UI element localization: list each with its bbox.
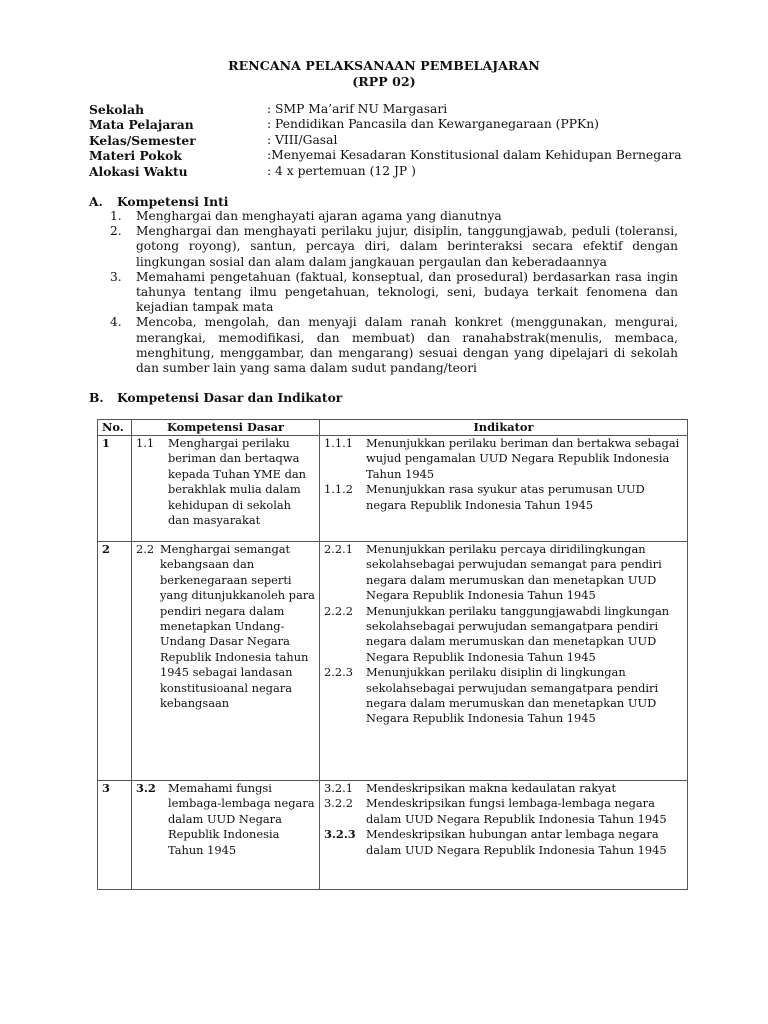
meta-row-kelas-semester [89, 133, 709, 148]
indicator-text: Menunjukkan rasa syukur atas perumusan UUD negara Republik Indonesia Tahun 1945 [366, 482, 645, 512]
kd-entry [136, 436, 315, 528]
meta-key: Kelas/Semester [89, 132, 196, 148]
list-text: Mencoba, mengolah, dan menyaji dalam ranah konkret (menggunakan, mengurai, merangkai, memodifikasi, dan membuat) dan ranahabstrak(menulis, membaca, menghitung, menggambar, dan mengarang) sesuai dengan yang dipelajari di sekolah dan sumber lain yang sama dalam sudut pandang/teori [136, 315, 678, 376]
table-row [98, 781, 688, 890]
kd-cell [132, 542, 320, 781]
indicator-text: Mendeskripsikan hubungan antar lembaga negara dalam UUD Negara Republik Indonesia Tahun 1945 [366, 827, 667, 857]
section-a-heading [89, 194, 228, 209]
header-no: No. [98, 420, 132, 436]
indicator-item [324, 827, 683, 858]
list-text: Memahami pengetahuan (faktual, konseptual, dan prosedural) berdasarkan rasa ingin tahunya tentang ilmu pengetahuan, teknologi, seni, budaya terkait fenomena dan kejadian tampak mata [136, 269, 678, 315]
header-indikator: Indikator [320, 420, 688, 436]
meta-value: : 4 x pertemuan (12 JP ) [267, 163, 416, 178]
kompetensi-inti-list [110, 209, 678, 376]
indicator-code: 1.1.2 [324, 482, 353, 497]
indicator-code: 3.2.3 [324, 827, 356, 842]
list-text: Menghargai dan menghayati ajaran agama yang dianutnya [136, 209, 502, 223]
row-number: 2 [98, 542, 132, 781]
meta-value: : Pendidikan Pancasila dan Kewarganegaraan (PPKn) [267, 117, 599, 132]
meta-row-sekolah [89, 102, 709, 117]
indicator-item [324, 665, 683, 727]
kd-text: Memahami fungsi lembaga-lembaga negara dalam UUD Negara Republik Indonesia Tahun 1945 [168, 781, 315, 857]
row-number: 3 [98, 781, 132, 890]
list-number: 1. [110, 209, 122, 223]
indicator-text: Menunjukkan perilaku beriman dan bertakwa sebagai wujud pengamalan UUD Negara Republik Indonesia Tahun 1945 [366, 436, 680, 481]
indicator-item [324, 542, 683, 604]
meta-row-mata-pelajaran [89, 117, 709, 132]
indicator-text: Menunjukkan perilaku tanggungjawabdi lingkungan sekolahsebagai perwujudan semangatpara pendiri negara dalam merumuskan dan menetapkan UUD Negara Republik Indonesia Tahun 1945 [366, 603, 670, 664]
kd-entry [136, 781, 315, 858]
kd-cell [132, 781, 320, 890]
indicator-item [324, 781, 683, 796]
indicator-code: 2.2.3 [324, 665, 353, 680]
meta-value: : SMP Ma’arif NU Margasari [267, 102, 448, 116]
indicator-code: 3.2.2 [324, 796, 353, 811]
indicator-item [324, 482, 683, 513]
meta-key: Alokasi Waktu [89, 163, 188, 179]
kd-code: 1.1 [136, 436, 155, 450]
indicator-item [324, 796, 683, 827]
list-number: 3. [110, 269, 122, 284]
document-subtitle: (RPP 02) [352, 74, 416, 89]
meta-key: Sekolah [89, 102, 145, 117]
meta-key: Materi Pokok [89, 148, 182, 164]
list-number: 2. [110, 224, 122, 239]
section-letter: B. [89, 390, 104, 405]
kd-entry [136, 542, 315, 711]
list-item [110, 270, 678, 316]
section-title: Kompetensi Dasar dan Indikator [117, 390, 343, 405]
kd-cell [132, 436, 320, 542]
list-item [110, 315, 678, 376]
list-item [110, 224, 678, 270]
meta-row-alokasi-waktu [89, 164, 709, 179]
table-row [98, 542, 688, 781]
indicator-code: 2.2.2 [324, 603, 353, 618]
table-header-row [98, 420, 688, 436]
indicator-code: 1.1.1 [324, 436, 353, 450]
indicator-item [324, 604, 683, 666]
meta-value: :Menyemai Kesadaran Konstitusional dalam Kehidupan Bernegara [267, 148, 682, 163]
kd-code: 2.2 [136, 542, 155, 556]
indikator-cell [320, 542, 688, 781]
header-kompetensi-dasar: Kompetensi Dasar [132, 420, 320, 436]
meta-value: : VIII/Gasal [267, 132, 338, 147]
row-number: 1 [98, 436, 132, 542]
list-number: 4. [110, 315, 122, 330]
kd-text: Menghargai semangat kebangsaan dan berkenegaraan seperti yang ditunjukkanoleh para pendiri negara dalam menetapkan Undang-Undang Dasar Negara Republik Indonesia tahun 1945 sebagai landasan konstitusioanal negara kebangsaan [160, 542, 315, 711]
indikator-cell [320, 436, 688, 542]
section-b-heading [89, 390, 342, 405]
indicator-item [324, 436, 683, 482]
kd-text: Menghargai perilaku beriman dan bertaqwa kepada Tuhan YME dan berakhlak mulia dalam kehidupan di sekolah dan masyarakat [168, 436, 306, 528]
indicator-text: Mendeskripsikan fungsi lembaga-lembaga negara dalam UUD Negara Republik Indonesia Tahun 1945 [366, 796, 667, 826]
indicator-code: 2.2.1 [324, 542, 353, 556]
meta-key: Mata Pelajaran [89, 117, 194, 133]
document-title: RENCANA PELAKSANAAN PEMBELAJARAN [228, 58, 540, 73]
table-row [98, 436, 688, 542]
list-item [110, 209, 678, 224]
indikator-cell [320, 781, 688, 890]
section-letter: A. [89, 194, 103, 209]
indicator-text: Menunjukkan perilaku percaya diridilingkungan sekolahsebagai perwujudan semangat para pendiri negara dalam merumuskan dan menetapkan UUD Negara Republik Indonesia Tahun 1945 [366, 542, 662, 603]
indicator-text: Mendeskripsikan makna kedaulatan rakyat [366, 781, 617, 795]
indicator-text: Menunjukkan perilaku disiplin di lingkungan sekolahsebagai perwujudan semangatpara pendiri negara dalam merumuskan dan menetapkan UUD Negara Republik Indonesia Tahun 1945 [366, 665, 659, 726]
indicator-code: 3.2.1 [324, 781, 353, 795]
kompetensi-dasar-table [97, 419, 688, 890]
list-text: Menghargai dan menghayati perilaku jujur, disiplin, tanggungjawab, peduli (toleransi, gotong royong), santun, percaya diri, dalam berinteraksi secara efektif dengan lingkungan sosial dan alam dalam jangkauan pergaulan dan keberadaannya [136, 224, 678, 269]
identity-block [89, 102, 709, 179]
section-title: Kompetensi Inti [117, 194, 229, 209]
meta-row-materi-pokok [89, 148, 709, 163]
kd-code: 3.2 [136, 781, 156, 795]
